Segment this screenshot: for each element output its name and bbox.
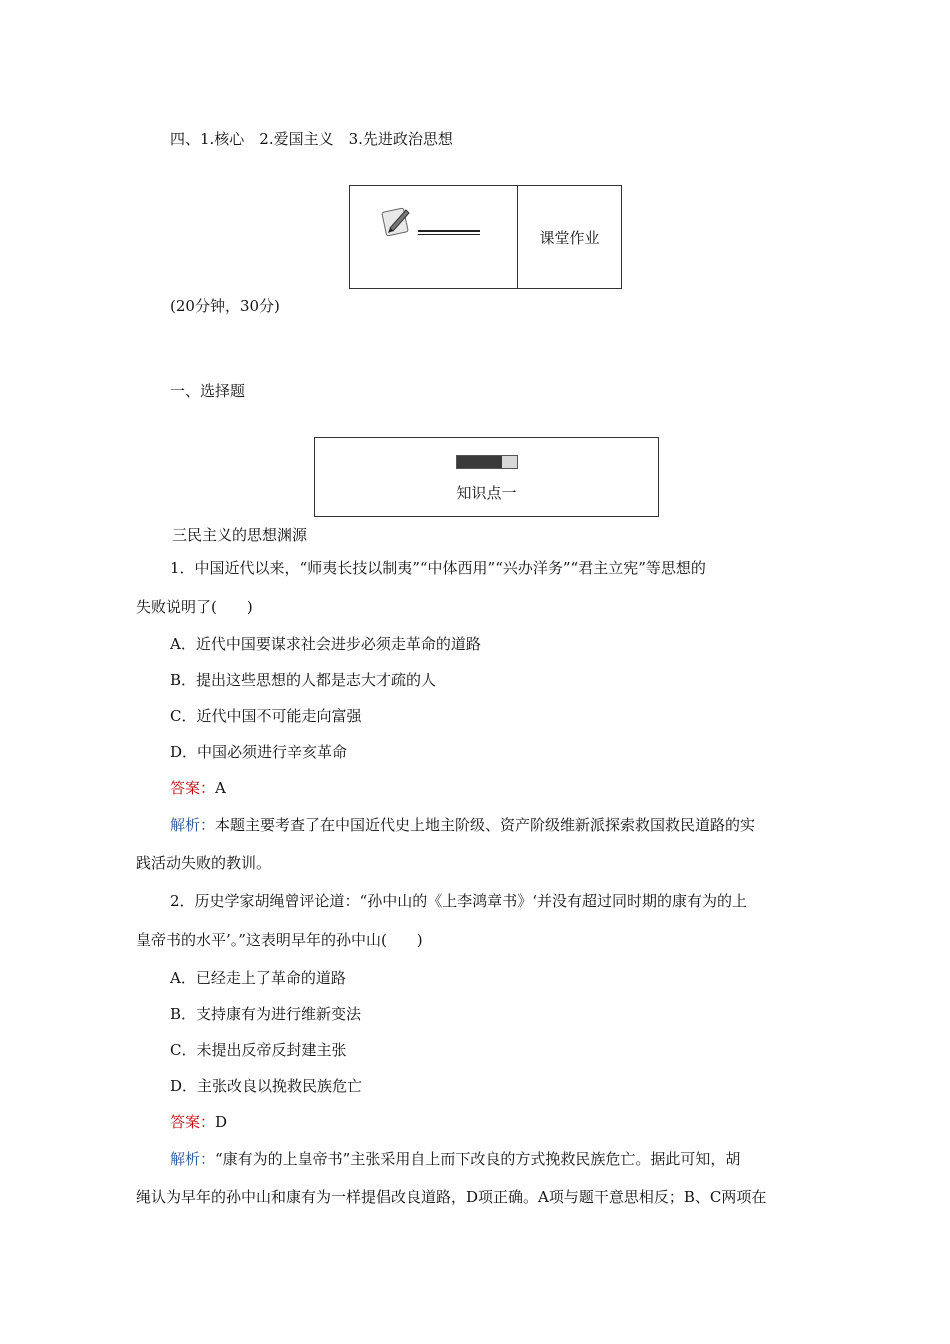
q1-option-c: C．近代中国不可能走向富强 [170,707,362,725]
top-answers: 四、1.核心 2.爱国主义 3.先进政治思想 [170,130,453,148]
knowledge-box [314,437,659,517]
q2-option-c: C．未提出反帝反封建主张 [170,1041,347,1059]
time-info: (20分钟，30分) [170,297,280,315]
q2-answer-value: D [215,1113,228,1131]
q1-answer-label: 答案： [170,779,216,797]
homework-box [349,185,622,289]
q1-stem-line2: 失败说明了( ) [136,598,253,616]
q1-option-a: A．近代中国要谋求社会进步必须走革命的道路 [170,635,481,653]
decorative-rule-thin [418,234,480,235]
q1-analysis-text: 本题主要考查了在中国近代史上地主阶级、资产阶级维新派探索救国救民道路的实 [215,816,756,834]
q2-answer-label: 答案： [170,1113,216,1131]
q2-stem-line2: 皇帝书的水平’。”这表明早年的孙中山( ) [136,931,423,949]
q1-option-d: D．中国必须进行辛亥革命 [170,743,348,761]
q2-option-a: A．已经走上了革命的道路 [170,969,346,987]
pen-paper-icon [380,204,414,238]
section-title: 一、选择题 [170,382,246,400]
q1-answer [170,778,870,798]
knowledge-label: 知识点一 [456,484,517,502]
q2-analysis-line1 [170,1149,870,1169]
homework-label: 课堂作业 [539,228,600,247]
q1-answer-value: A [215,779,226,797]
q2-stem-line1: 2．历史学家胡绳曾评论道：“孙中山的《上李鸿章书》‘并没有超过同时期的康有为的上 [170,892,747,910]
q1-analysis-label: 解析： [170,816,216,834]
q2-option-d: D．主张改良以挽救民族危亡 [170,1077,363,1095]
q2-analysis-text: “康有为的上皇帝书”主张采用自上而下改良的方式挽救民族危亡。据此可知，胡 [215,1150,741,1168]
q2-answer [170,1112,870,1132]
knowledge-progress-bar [456,455,518,469]
decorative-rule [418,230,480,232]
q2-option-b: B．支持康有为进行维新变法 [170,1005,362,1023]
q1-analysis-line1 [170,815,870,835]
q1-option-b: B．提出这些思想的人都是志大才疏的人 [170,671,437,689]
q1-stem-line1: 1．中国近代以来，“师夷长技以制夷”“中体西用”“兴办洋务”“君主立宪”等思想的 [170,559,706,577]
knowledge-topic: 三民主义的思想渊源 [172,526,308,544]
q1-analysis-line2: 践活动失败的教训。 [136,854,272,872]
q2-analysis-label: 解析： [170,1150,216,1168]
q2-analysis-line2: 绳认为早年的孙中山和康有为一样提倡改良道路，D项正确。A项与题干意思相反；B、C两项在 [136,1188,767,1206]
